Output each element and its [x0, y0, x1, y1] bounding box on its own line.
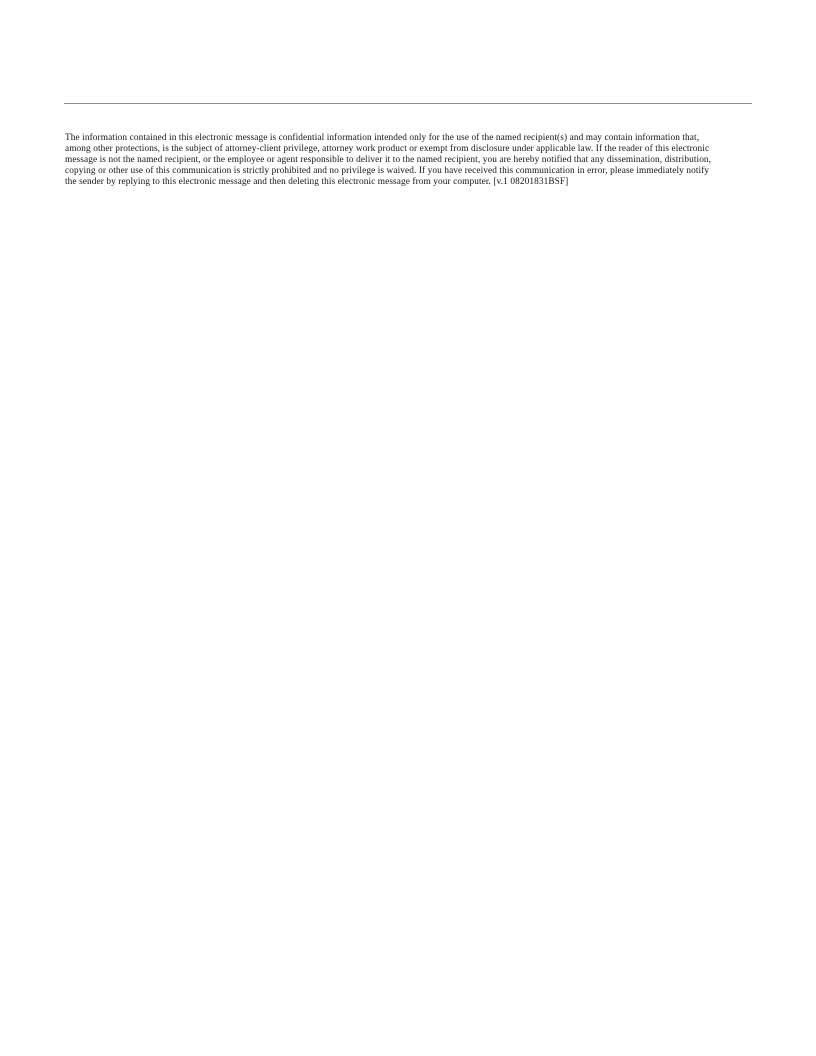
disclaimer-line-2: among other protections, is the subject of attorney-client privilege, attorney work product or exempt from disclosure under applicable law. If the reader of this electronic [65, 144, 710, 154]
disclaimer-line-4: copying or other use of this communication is strictly prohibited and no privilege is waived. If you have received this communication in error, please immediately notify [65, 166, 710, 176]
disclaimer-line-5: the sender by replying to this electronic message and then deleting this electronic message from your computer. [v.1 08201831BSF] [65, 177, 569, 187]
disclaimer-line-1: The information contained in this electronic message is confidential information intended only for the use of the named recipient(s) and may contain information that, [65, 133, 700, 143]
disclaimer-line-3: message is not the named recipient, or the employee or agent responsible to deliver it to the named recipient, you are hereby notified that any dissemination, distribution, [65, 155, 712, 165]
horizontal-rule [64, 103, 752, 104]
confidentiality-disclaimer [65, 133, 757, 188]
